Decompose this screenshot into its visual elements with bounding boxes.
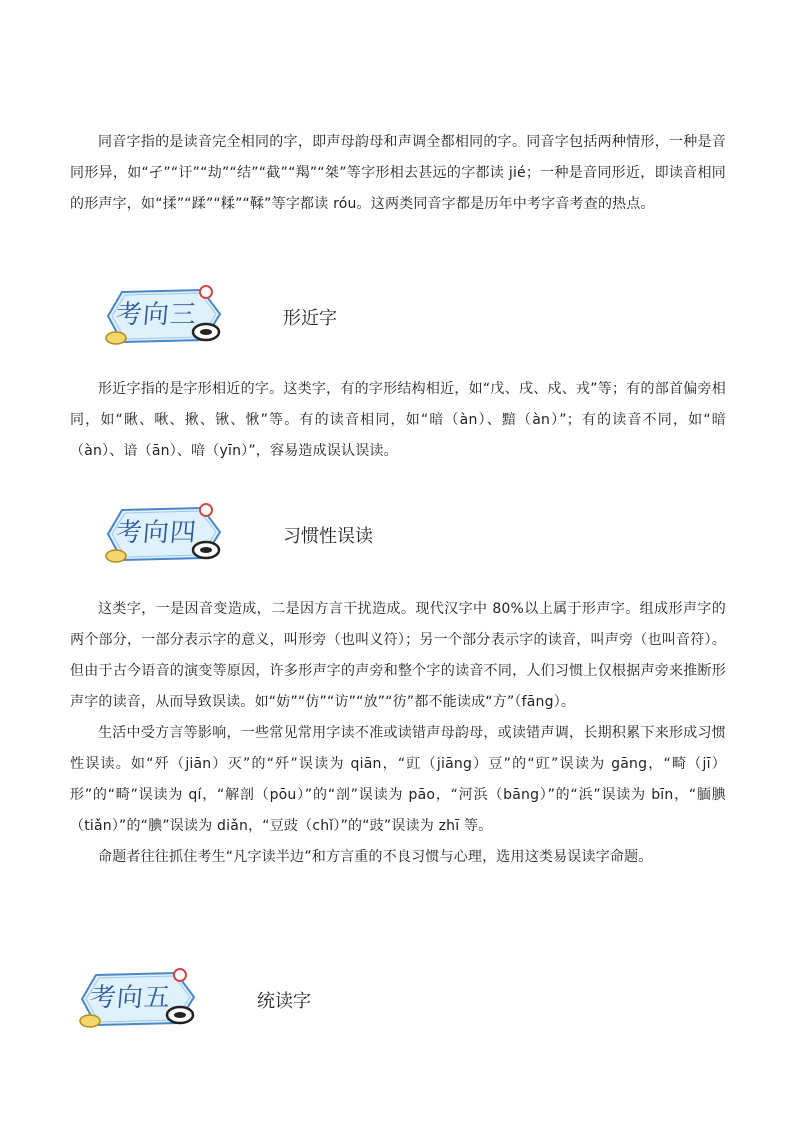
paragraph-similar-characters: 形近字指的是字形相近的字。这类字，有的字形结构相近，如“戊、戌、戍、戎”等；有的部首偏旁相同，如“瞅、啾、揪、锹、愀”等。有的读音相同，如“暗（àn）、黯（àn）”；有的读音不同，如“暗（àn）、谙（ān）、喑（yīn）”，容易造成误认误读。 [70,381,726,459]
section-title: 习惯性误读 [283,526,373,547]
section-header-3 [98,282,398,352]
section-title: 统读字 [257,991,311,1012]
paragraph-misreading-causes: 这类字，一是因音变造成，二是因方言干扰造成。现代汉字中 80%以上属于形声字。组成形声字的两个部分，一部分表示字的意义，叫形旁（也叫义符）；另一个部分表示字的读音，叫声旁（也叫音符）。但由于古今语音的演变等原因，许多形声字的声旁和整个字的读音不同，人们习惯上仅根据声旁来推断形声字的读音，从而导致误读。如“妨”“仿”“访”“放”“彷”都不能读成“方”（fāng）。 [70,601,726,710]
paragraph-homophones: 同音字指的是读音完全相同的字，即声母韵母和声调全都相同的字。同音字包括两种情形，一种是音同形异，如“孑”“讦”“劫”“结”“截”“羯”“桀”等字形相去甚远的字都读 jié；一种是音同形近，即读音相同的形声字，如“揉”“蹂”“糅”“鞣”等字都读 róu。这两类同音字都是历年中考字音考查的热点。 [70,134,726,212]
badge-label: 考向四 [114,518,199,548]
section-header-4 [98,500,398,570]
badge-frame [72,965,212,1035]
paragraph-dialect-misreading: 生活中受方言等影响，一些常见常用字读不准或读错声母韵母，或读错声调，长期积累下来形成习惯性误读。如“歼（jiān）灭”的“歼”误读为 qiān，“豇（jiāng）豆”的“豇”误读为 gāng，“畸（jī）形”的“畸”误读为 qí，“解剖（pōu）”的“剖”误读为 pāo，“河浜（bāng）”的“浜”误读为 bīn，“腼腆（tiǎn）”的“腆”误读为 diǎn，“豆豉（chǐ）”的“豉”误读为 zhī 等。 [70,725,726,834]
badge-frame [98,282,238,352]
section-header-5 [72,965,372,1035]
section-title: 形近字 [283,308,337,329]
badge-frame [98,500,238,570]
badge-label: 考向五 [88,983,173,1013]
badge-label: 考向三 [114,300,199,330]
paragraph-exam-strategy: 命题者往往抓住考生“凡字读半边”和方言重的不良习惯与心理，选用这类易误读字命题。 [98,849,653,865]
